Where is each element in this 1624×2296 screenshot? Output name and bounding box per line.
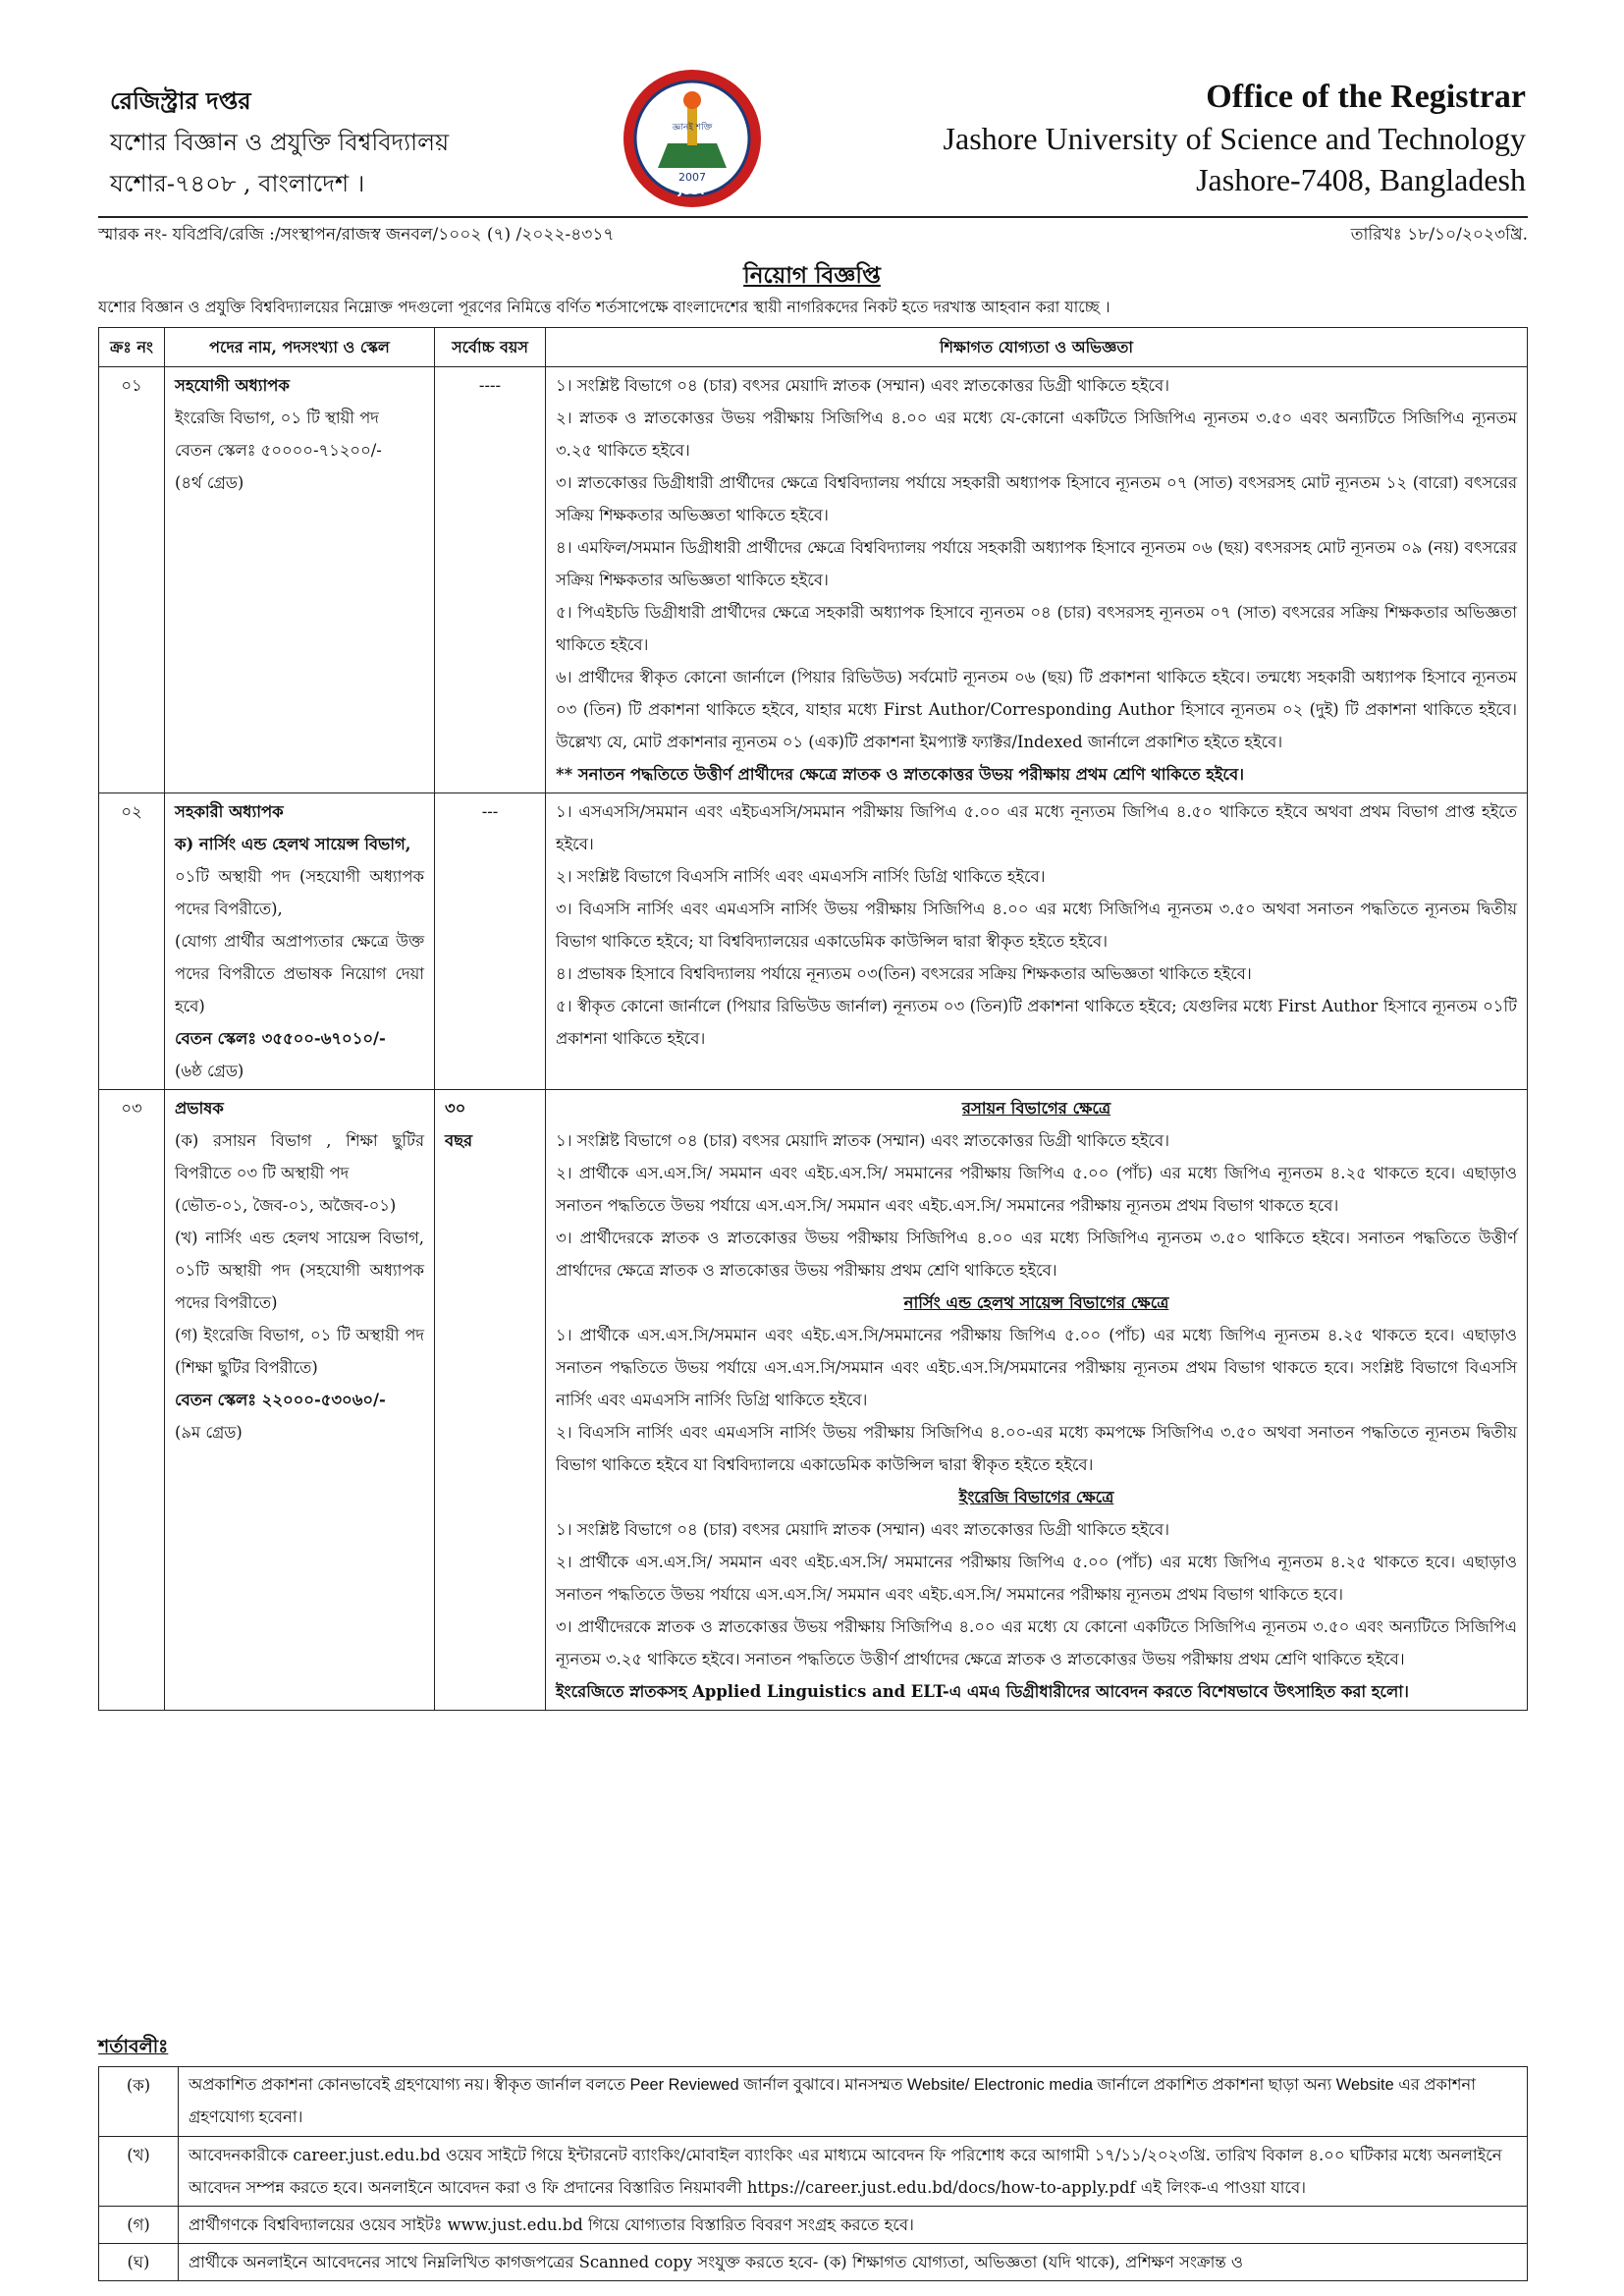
condition-row [99,2207,1528,2244]
university-logo [619,65,766,212]
condition-key: (গ) [99,2207,179,2244]
row-serial: ০৩ [99,1090,165,1711]
col-header-requirements: শিক্ষাগত যোগ্যতা ও অভিজ্ঞতা [546,328,1528,367]
post-cell [165,793,435,1090]
office-name-bangla: রেজিস্ট্রার দপ্তর [110,86,251,115]
logo-year: 2007 [678,171,706,184]
post-grade: (৯ম গ্রেড) [175,1423,243,1442]
requirement-note: ** সনাতন পদ্ধতিতে উত্তীর্ণ প্রার্থীদের ক্ষেত্রে স্নাতক ও স্নাতকোত্তর উভয় পরীক্ষায় প্রথম শ্রেণি থাকিতে হইবে। [556,765,1244,784]
post-line: (খ) নার্সিং এন্ড হেলথ সায়েন্স বিভাগ, ০১টি অস্থায়ী পদ (সহযোগী অধ্যাপক পদের বিপরীতে) [175,1229,424,1312]
table-header-row [99,328,1528,367]
condition-row [99,2137,1528,2207]
post-line: (ভৌত-০১, জৈব-০১, অজৈব-০১) [175,1196,397,1215]
requirement-item: ৩। স্নাতকোত্তর ডিগ্রীধারী প্রার্থীদের ক্ষেত্রে বিশ্ববিদ্যালয় পর্যায়ে সহকারী অধ্যাপক হিসাবে ন্যূনতম ০৭ (সাত) বৎসরসহ মোট ন্যূনতম ১২ (বারো) বৎসরের সক্রিয় শিক্ষকতার অভিজ্ঞতা থাকিতে হইবে। [556,473,1517,524]
requirements-cell [546,367,1528,793]
university-name-english: Jashore University of Science and Technology [943,121,1526,156]
condition-key: (খ) [99,2137,179,2207]
requirement-item: ১। প্রার্থীকে এস.এস.সি/সমমান এবং এইচ.এস.সি/সমমানের পরীক্ষায় জিপিএ ৫.০০ (পাঁচ) এর মধ্যে জিপিএ ন্যূনতম ৪.২৫ থাকতে হবে। এছাড়াও সনাতন পদ্ধতিতে উভয় পর্যায়ে এস.এস.সি/সমমান এবং এইচ.এস.সি/সমমানের পরীক্ষায় ন্যূনতম প্রথম বিভাগ থাকতে হবে। সংশ্লিষ্ট বিভাগে বিএসসি নার্সিং এবং এমএসসি নার্সিং ডিগ্রি থাকিতে হইবে। [556,1326,1517,1409]
conditions-table [98,2066,1528,2281]
table-row [99,1090,1528,1711]
university-name-bangla: যশোর বিজ্ঞান ও প্রযুক্তি বিশ্ববিদ্যালয় [110,129,450,156]
condition-text: অপ্রকাশিত প্রকাশনা কোনভাবেই গ্রহণযোগ্য নয়। স্বীকৃত জার্নাল বলতে Peer Reviewed জার্নাল বুঝাবে। মানসম্মত Website/ Electronic media জার্নালে প্রকাশিত প্রকাশনা ছাড়া অন্য Website এর প্রকাশনা গ্রহণযোগ্য হবেনা। [179,2067,1528,2137]
row-serial: ০১ [99,367,165,793]
positions-table [98,327,1528,1711]
post-line: (যোগ্য প্রার্থীর অপ্রাপ্যতার ক্ষেত্রে উক্ত পদের বিপরীতে প্রভাষক নিয়োগ দেয়া হবে) [175,932,424,1015]
requirement-item: ৩। প্রার্থীদেরকে স্নাতক ও স্নাতকোত্তর উভয় পরীক্ষায় সিজিপিএ ৪.০০ এর মধ্যে যে কোনো একটিতে সিজিপিএ ন্যূনতম ৩.৫০ এবং অন্যটিতে সিজিপিএ ন্যূনতম ৩.২৫ থাকিতে হইবে। সনাতন পদ্ধতিতে উত্তীর্ণ প্রার্থাদের ক্ষেত্রে স্নাতক ও স্নাতকোত্তর উভয় পরীক্ষায় প্রথম শ্রেণি থাকিতে হইবে। [556,1617,1517,1668]
requirement-item: ১। সংশ্লিষ্ট বিভাগে ০৪ (চার) বৎসর মেয়াদি স্নাতক (সম্মান) এবং স্নাতকোত্তর ডিগ্রী থাকিতে হইবে। [556,376,1169,395]
requirement-note: ইংরেজিতে স্নাতকসহ Applied Linguistics and ELT-এ এমএ ডিগ্রীধারীদের আবেদন করতে বিশেষভাবে উৎসাহিত করা হলো। [556,1682,1409,1701]
post-line: ০১টি অস্থায়ী পদ (সহযোগী অধ্যাপক পদের বিপরীতে), [175,867,424,918]
requirement-item: ৫। পিএইচডি ডিগ্রীধারী প্রার্থীদের ক্ষেত্রে সহকারী অধ্যাপক হিসাবে ন্যূনতম ০৪ (চার) বৎসরসহ ন্যূনতম ০৭ (সাত) বৎসরের সক্রিয় শিক্ষকতার অভিজ্ঞতা থাকিতে হইবে। [556,603,1517,654]
office-name-english: Office of the Registrar [1206,79,1526,115]
row-serial: ০২ [99,793,165,1090]
post-title: সহকারী অধ্যাপক [175,802,284,821]
memo-row [98,222,1528,251]
requirement-item: ৬। প্রার্থীদের স্বীকৃত কোনো জার্নালে (পিয়ার রিভিউড) সর্বমোট ন্যূনতম ০৬ (ছয়) টি প্রকাশনা থাকিতে হইবে। তন্মধ্যে সহকারী অধ্যাপক হিসাবে ন্যূনতম ০৩ (তিন) টি প্রকাশনা থাকিতে হইবে, যাহার মধ্যে First Author/Corresponding Author হিসাবে ন্যূনতম ০২ (দুই) টি প্রকাশনা থাকিতে হইবে। উল্লেখ্য যে, মোট প্রকাশনার ন্যূনতম ০১ (এক)টি প্রকাশনা ইমপ্যাক্ট ফ্যাক্টর/Indexed জার্নালে প্রকাশিত হইতে হইবে। [556,668,1517,751]
table-row [99,367,1528,793]
condition-row [99,2244,1528,2281]
memo-date: তারিখঃ ১৮/১০/২০২৩খ্রি. [1350,225,1528,245]
age-cell: --- [435,793,546,1090]
post-scale: বেতন স্কেলঃ ২২০০০-৫৩০৬০/- [175,1391,386,1409]
table-row [99,793,1528,1090]
condition-key: (ক) [99,2067,179,2137]
age-cell: ---- [435,367,546,793]
post-line: বেতন স্কেলঃ ৫০০০০-৭১২০০/- [175,441,382,460]
requirement-item: ১। সংশ্লিষ্ট বিভাগে ০৪ (চার) বৎসর মেয়াদি স্নাতক (সম্মান) এবং স্নাতকোত্তর ডিগ্রী থাকিতে হইবে। [556,1131,1169,1150]
requirement-item: ৪। এমফিল/সমমান ডিগ্রীধারী প্রার্থীদের ক্ষেত্রে বিশ্ববিদ্যালয় পর্যায়ে সহকারী অধ্যাপক হিসাবে ন্যূনতম ০৬ (ছয়) বৎসরসহ মোট ন্যূনতম ০৯ (নয়) বৎসরের সক্রিয় শিক্ষকতার অভিজ্ঞতা থাকিতে হইবে। [556,538,1517,589]
post-scale: বেতন স্কেলঃ ৩৫৫০০-৬৭০১০/- [175,1029,386,1048]
post-line: (৪র্থ গ্রেড) [175,473,244,492]
memo-number: স্মারক নং- যবিপ্রবি/রেজি :/সংস্থাপন/রাজস্ব জনবল/১০০২ (৭) /২০২২-৪৩১৭ [98,225,615,245]
address-english: Jashore-7408, Bangladesh [1196,162,1526,197]
logo-abbr: JUST [677,185,707,197]
condition-text: আবেদনকারীকে career.just.edu.bd ওয়েব সাইটে গিয়ে ইন্টারনেট ব্যাংকিং/মোবাইল ব্যাংকিং এর মাধ্যমে আবেদন ফি পরিশোধ করে আগামী ১৭/১১/২০২৩খ্রি. তারিখ বিকাল ৪.০০ ঘটিকার মধ্যে অনলাইনে আবেদন সম্পন্ন করতে হবে। অনলাইনে আবেদন করা ও ফি প্রদানের বিস্তারিত নিয়মাবলী https://career.just.edu.bd/docs/how-to-apply.pdf এই লিংক-এ পাওয়া যাবে। [179,2137,1528,2207]
header-divider [98,216,1528,218]
requirement-item: ১। সংশ্লিষ্ট বিভাগে ০৪ (চার) বৎসর মেয়াদি স্নাতক (সম্মান) এবং স্নাতকোত্তর ডিগ্রী থাকিতে হইবে। [556,1520,1169,1539]
requirement-item: ৫। স্বীকৃত কোনো জার্নালে (পিয়ার রিভিউড জার্নাল) নূন্যতম ০৩ (তিন)টি প্রকাশনা থাকিতে হইবে; যেগুলির মধ্যে First Author হিসাবে ন্যূনতম ০১টি প্রকাশনা থাকিতে হইবে। [556,997,1517,1048]
post-line: ইংরেজি বিভাগ, ০১ টি স্থায়ী পদ [175,409,379,427]
age-cell [435,1090,546,1711]
post-grade: (৬ষ্ঠ গ্রেড) [175,1062,244,1080]
logo-flame-shape [683,91,701,109]
post-line: (গ) ইংরেজি বিভাগ, ০১ টি অস্থায়ী পদ (শিক্ষা ছুটির বিপরীতে) [175,1326,424,1377]
requirements-cell [546,793,1528,1090]
col-header-age: সর্বোচ্চ বয়স [435,328,546,367]
requirements-cell [546,1090,1528,1711]
section-heading-english: ইংরেজি বিভাগের ক্ষেত্রে [958,1488,1114,1506]
age-unit: বছর [445,1131,473,1150]
col-header-post: পদের নাম, পদসংখ্যা ও স্কেল [165,328,435,367]
office-header-bangla [110,81,621,204]
section-heading-chemistry: রসায়ন বিভাগের ক্ষেত্রে [961,1099,1111,1118]
col-header-serial: ক্রঃ নং [99,328,165,367]
age-value: ৩০ [445,1099,466,1118]
conditions-title: শর্তাবলীঃ [98,2036,169,2057]
post-cell [165,367,435,793]
requirement-item: ৩। বিএসসি নার্সিং এবং এমএসসি নার্সিং উভয় পরীক্ষায় সিজিপিএ ৪.০০ এর মধ্যে সিজিপিএ ন্যূনতম ৩.৫০ অথবা সনাতন পদ্ধতিতে ন্যূনতম দ্বিতীয় বিভাগ থাকিতে হইবে; যা বিশ্ববিদ্যালয়ের একাডেমিক কাউন্সিল দ্বারা স্বীকৃত হইতে হইবে। [556,900,1517,951]
requirement-item: ২। প্রার্থীকে এস.এস.সি/ সমমান এবং এইচ.এস.সি/ সমমানের পরীক্ষায় জিপিএ ৫.০০ (পাঁচ) এর মধ্যে জিপিএ ন্যূনতম ৪.২৫ থাকতে হবে। এছাড়াও সনাতন পদ্ধতিতে উভয় পর্যায়ে এস.এস.সি/ সমমান এবং এইচ.এস.সি/ সমমানের পরীক্ষায় ন্যূনতম প্রথম বিভাগ থাকিতে হবে। [556,1553,1517,1604]
post-line: (ক) রসায়ন বিভাগ , শিক্ষা ছুটির বিপরীতে ০৩ টি অস্থায়ী পদ [175,1131,424,1182]
logo-motto: জ্ঞানই শক্তি [672,123,713,133]
post-title: সহযোগী অধ্যাপক [175,376,290,395]
office-header-english [780,77,1526,200]
requirement-item: ২। প্রার্থীকে এস.এস.সি/ সমমান এবং এইচ.এস.সি/ সমমানের পরীক্ষায় জিপিএ ৫.০০ (পাঁচ) এর মধ্যে জিপিএ ন্যূনতম ৪.২৫ থাকতে হবে। এছাড়াও সনাতন পদ্ধতিতে উভয় পর্যায়ে এস.এস.সি/ সমমান এবং এইচ.এস.সি/ সমমানের পরীক্ষায় ন্যূনতম প্রথম বিভাগ থাকতে হবে। [556,1164,1517,1215]
requirement-item: ৩। প্রার্থীদেরকে স্নাতক ও স্নাতকোত্তর উভয় পরীক্ষায় সিজিপিএ ৪.০০ এর মধ্যে সিজিপিএ ন্যূনতম ৩.৫০ থাকিতে হইবে। সনাতন পদ্ধতিতে উত্তীর্ণ প্রার্থাদের ক্ষেত্রে স্নাতক ও স্নাতকোত্তর উভয় পরীক্ষায় প্রথম শ্রেণি থাকিতে হইবে। [556,1229,1517,1280]
notice-title: নিয়োগ বিজ্ঞপ্তি [743,262,881,289]
requirement-item: ২। সংশ্লিষ্ট বিভাগে বিএসসি নার্সিং এবং এমএসসি নার্সিং ডিগ্রি থাকিতে হইবে। [556,867,1046,886]
logo-field-shape [658,143,727,168]
section-heading-nursing: নার্সিং এন্ড হেলথ সায়েন্স বিভাগের ক্ষেত্রে [903,1293,1169,1312]
requirement-item: ২। স্নাতক ও স্নাতকোত্তর উভয় পরীক্ষায় সিজিপিএ ৪.০০ এর মধ্যে যে-কোনো একটিতে সিজিপিএ ন্যূনতম ৩.৫০ এবং অন্যটিতে সিজিপিএ ন্যূনতম ৩.২৫ থাকিতে হইবে। [556,409,1517,460]
intro-text: যশোর বিজ্ঞান ও প্রযুক্তি বিশ্ববিদ্যালয়ের নিম্নোক্ত পদগুলো পূরণের নিমিত্তে বর্ণিত শর্তসাপেক্ষে বাংলাদেশের স্থায়ী নাগরিকদের নিকট হতে দরখাস্ত আহবান করা যাচ্ছে । [98,298,1110,316]
condition-key: (ঘ) [99,2244,179,2281]
post-department: ক) নার্সিং এন্ড হেলথ সায়েন্স বিভাগ, [175,835,411,853]
requirement-item: ৪। প্রভাষক হিসাবে বিশ্ববিদ্যালয় পর্যায়ে নূন্যতম ০৩(তিন) বৎসরের সক্রিয় শিক্ষকতার অভিজ্ঞতা থাকিতে হইবে। [556,964,1252,983]
condition-text: প্রার্থীকে অনলাইনে আবেদনের সাথে নিম্নলিখিত কাগজপত্রের Scanned copy সংযুক্ত করতে হবে- (ক) শিক্ষাগত যোগ্যতা, অভিজ্ঞতা (যদি থাকে), প্রশিক্ষণ সংক্রান্ত ও [179,2244,1528,2281]
requirement-item: ১। এসএসসি/সমমান এবং এইচএসসি/সমমান পরীক্ষায় জিপিএ ৫.০০ এর মধ্যে নূন্যতম জিপিএ ৪.৫০ থাকিতে হইবে অথবা প্রথম বিভাগ প্রাপ্ত হইতে হইবে। [556,802,1517,853]
condition-text: প্রার্থীগণকে বিশ্ববিদ্যালয়ের ওয়েব সাইটঃ www.just.edu.bd গিয়ে যোগ্যতার বিস্তারিত বিবরণ সংগ্রহ করতে হবে। [179,2207,1528,2244]
post-cell [165,1090,435,1711]
address-bangla: যশোর-৭৪০৮ , বাংলাদেশ । [110,170,365,197]
condition-row [99,2067,1528,2137]
post-title: প্রভাষক [175,1099,224,1118]
requirement-item: ২। বিএসসি নার্সিং এবং এমএসসি নার্সিং উভয় পরীক্ষায় সিজিপিএ ৪.০০-এর মধ্যে কমপক্ষে সিজিপিএ ৩.৫০ অথবা সনাতন পদ্ধতিতে ন্যূনতম দ্বিতীয় বিভাগ থাকিতে হইবে যা বিশ্ববিদ্যালয়ে একাডেমিক কাউন্সিল দ্বারা স্বীকৃত হইতে হইবে। [556,1423,1517,1474]
